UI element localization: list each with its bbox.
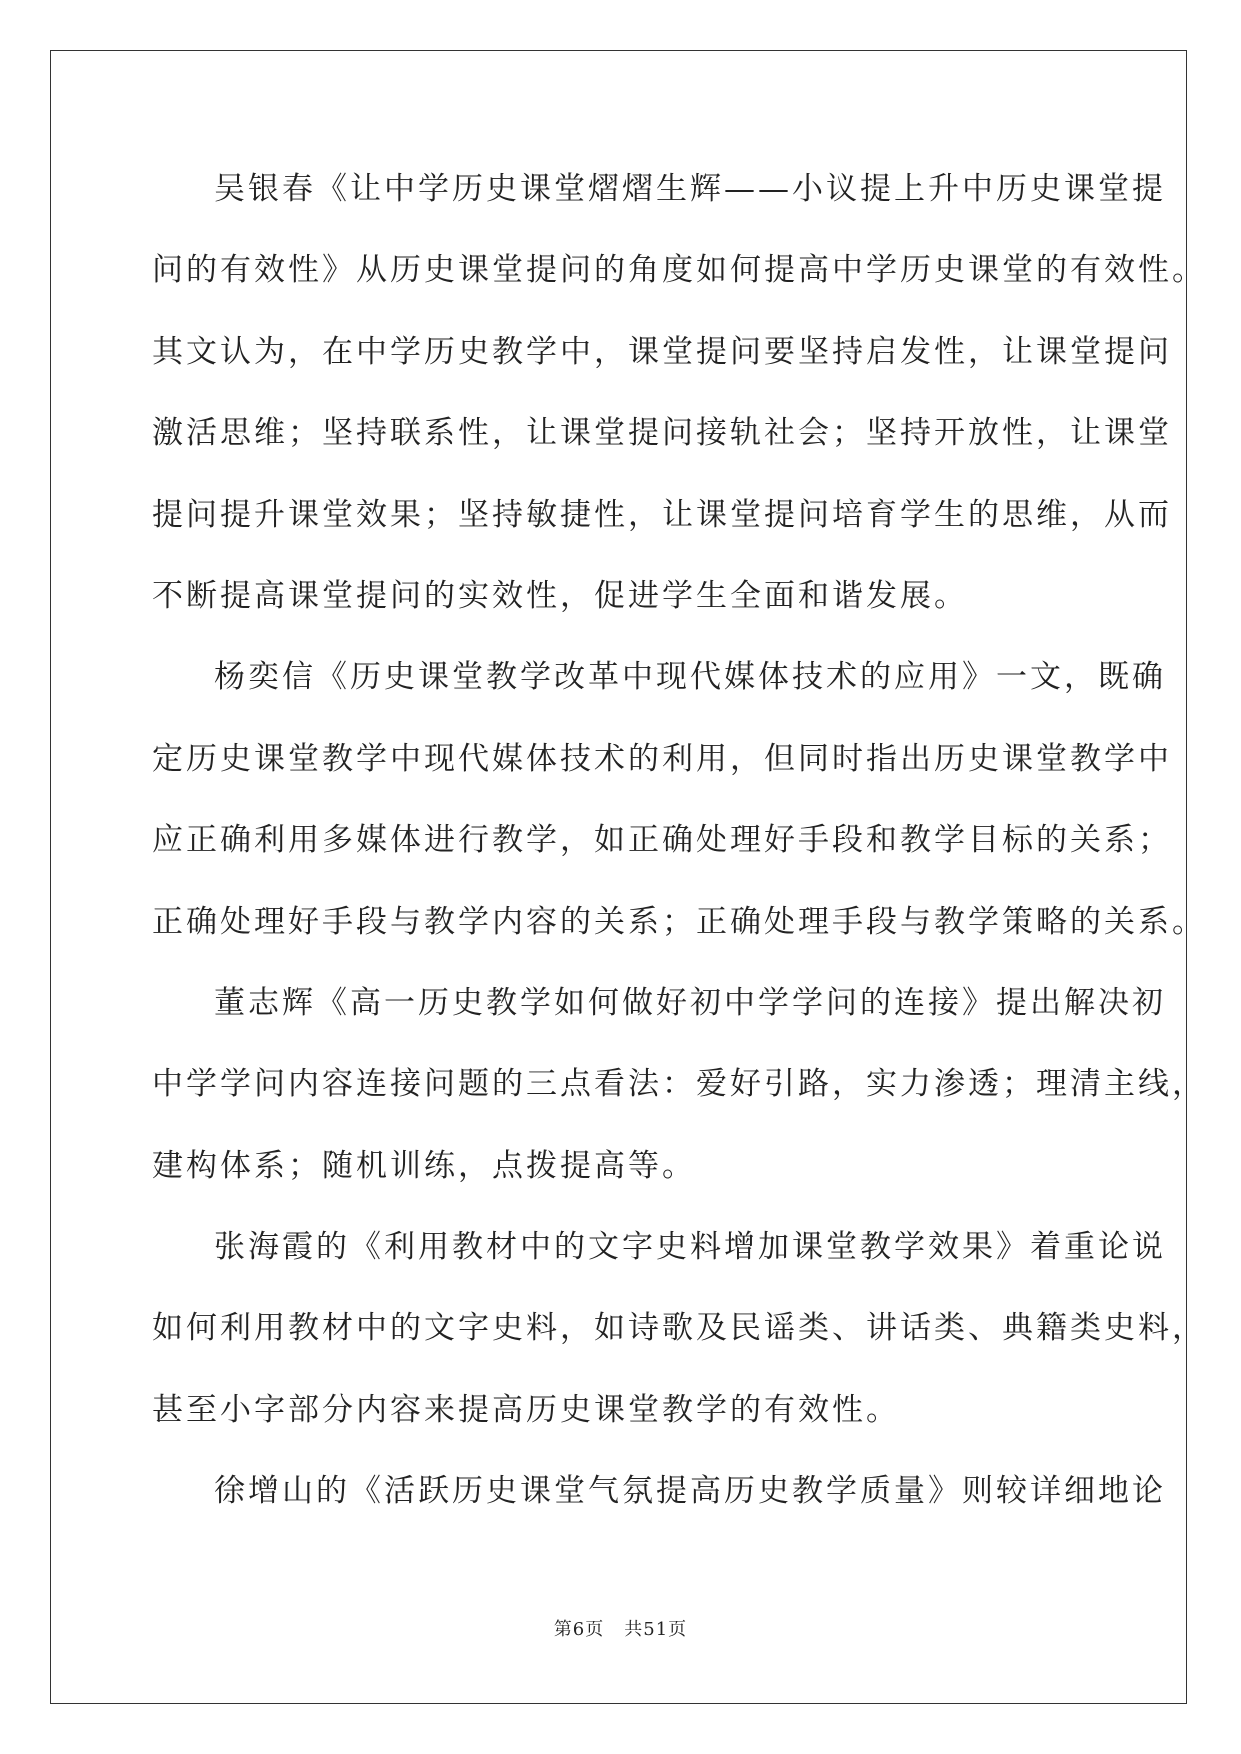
text-line: 不断提高课堂提问的实效性，促进学生全面和谐发展。	[152, 577, 968, 614]
text-line: 如何利用教材中的文字史料，如诗歌及民谣类、讲话类、典籍类史料，	[152, 1310, 1206, 1347]
text-line: 徐增山的《活跃历史课堂气氛提高历史教学质量》则较详细地论	[214, 1473, 1166, 1510]
text-line: 定历史课堂教学中现代媒体技术的利用，但同时指出历史课堂教学中	[152, 740, 1172, 777]
text-line: 甚至小字部分内容来提高历史课堂教学的有效性。	[152, 1391, 900, 1428]
text-line: 其文认为，在中学历史教学中，课堂提问要坚持启发性，让课堂提问	[152, 333, 1172, 370]
text-line: 提问提升课堂效果；坚持敏捷性，让课堂提问培育学生的思维，从而	[152, 496, 1172, 533]
text-line: 激活思维；坚持联系性，让课堂提问接轨社会；坚持开放性，让课堂	[152, 415, 1172, 452]
text-line: 张海霞的《利用教材中的文字史料增加课堂教学效果》着重论说	[214, 1229, 1166, 1266]
text-line: 中学学问内容连接问题的三点看法：爱好引路，实力渗透；理清主线，	[152, 1066, 1206, 1103]
text-line: 应正确利用多媒体进行教学，如正确处理好手段和教学目标的关系；	[152, 822, 1172, 859]
text-line: 建构体系；随机训练，点拨提高等。	[152, 1147, 696, 1184]
page-footer	[0, 1615, 1241, 1641]
text-line: 吴银春《让中学历史课堂熠熠生辉——小议提上升中历史课堂提	[214, 171, 1166, 207]
document-body	[152, 158, 1206, 1542]
page-total: 共51页	[624, 1619, 688, 1640]
text-line: 董志辉《高一历史教学如何做好初中学学问的连接》提出解决初	[214, 984, 1166, 1021]
text-line: 杨奕信《历史课堂教学改革中现代媒体技术的应用》一文，既确	[214, 659, 1166, 696]
text-line: 正确处理好手段与教学内容的关系；正确处理手段与教学策略的关系。	[152, 903, 1206, 940]
text-line: 问的有效性》从历史课堂提问的角度如何提高中学历史课堂的有效性。	[152, 252, 1206, 289]
page-number: 第6页	[553, 1619, 605, 1640]
